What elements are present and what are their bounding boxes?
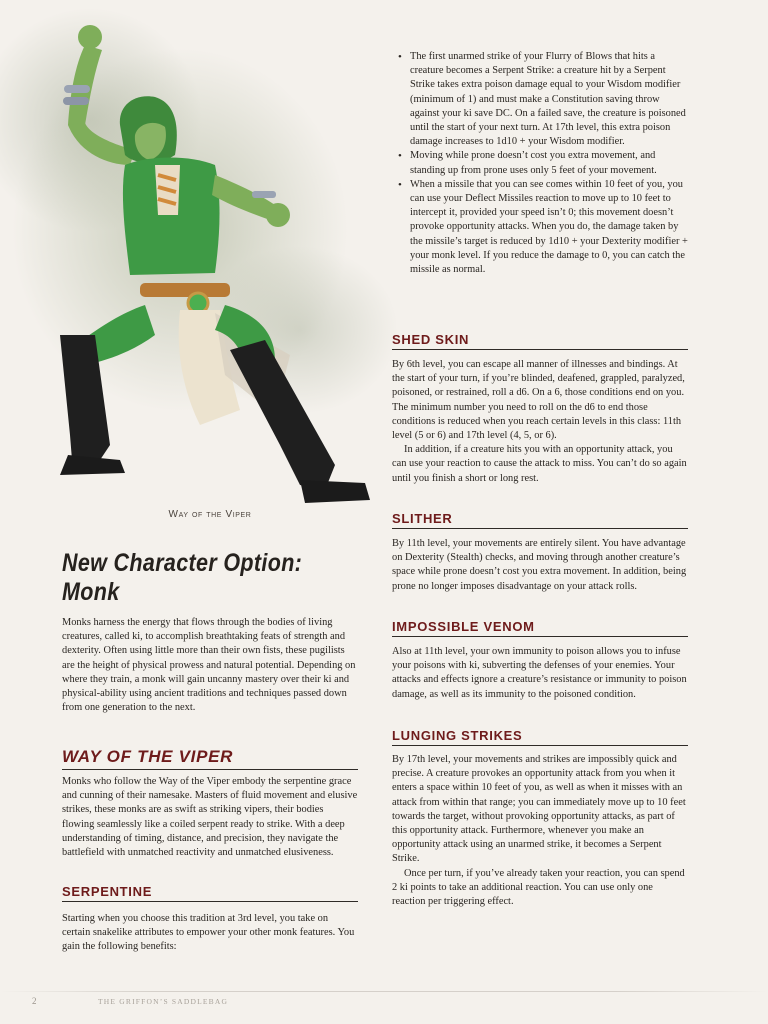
lunging-text-2: Once per turn, if you’ve already taken your reaction, you can spend 2 ki points to take an additional reaction. You can use only one reaction per triggering effect. [392,867,685,908]
heading-lunging-strikes: LUNGING STRIKES [392,728,688,746]
footer-publication-title: THE GRIFFON’S SADDLEBAG [98,997,229,1006]
benefit-item: • Moving while prone doesn’t cost you extra movement, and standing up from prone uses only 5 feet of your movement. [410,149,688,177]
benefit-item: • The first unarmed strike of your Flurry of Blows that hits a creature becomes a Serpent Strike: a creature hit by a Serpent Strike takes extra poison damage equal to your Wisdom modifier (minimum of 1) and must make a Constitution saving throw against your ki save DC. On a failed save, the creature is poisoned until the start of your next turn. At 17th level, this extra poison damage increases to 1d10 + your Wisdom modifier. [410,50,688,149]
shed-skin-section [392,358,688,486]
shed-skin-text: By 6th level, you can escape all manner of illnesses and bindings. At the start of your turn, if you’re blinded, deafened, grappled, paralyzed, poisoned, or restrained, roll a d6. On a 6, those conditions end on you. The minimum number you need to roll on the d6 to end those conditions is reduced when you reach certain levels in this class: 11th level (5 or 6) and 17th level (4, 5, or 6). [392,359,685,442]
footer-rule [0,991,768,992]
heading-shed-skin: SHED SKIN [392,332,688,350]
heading-serpentine: SERPENTINE [62,884,358,902]
intro-paragraph [62,616,358,715]
slither-section [392,537,688,594]
serpentine-benefits [392,50,688,277]
way-text: Monks who follow the Way of the Viper embody the serpentine grace and cunning of their namesake. Masters of fluid movement and elusive strikes, these monks are as swift as striking vipers, their bodies flowing seamlessly like a coiled serpent ready to strike. With a deep understanding of timing, distance, and precision, they navigate the battlefield with unmatched reactivity and unmatched elusiveness. [62,776,358,859]
intro-text: Monks harness the energy that flows through the bodies of living creatures, called ki, to accomplish breathtaking feats of strength and dexterity. Often using little more than their own fists, these pugilists are the height of physical prowess and natural potential. Depending on where they train, a monk will gain uncanny mastery over their ki and physical-ability using ancient traditions and techniques passed down from one generation to the next. [62,617,356,714]
benefit-item: • When a missile that you can see comes within 10 feet of you, you can use your Deflect Missiles reaction to move up to 10 feet to intercept it, provided your speed isn’t 0; this movement doesn’t provoke opportunity attacks. When you do, the damage taken by the missile’s target is reduced by 1d10 + your Dexterity modifier + your monk level. If you reduce the damage to 0, you can catch the missile as normal. [410,178,688,277]
viper-monk-illustration [30,15,375,510]
page-title: New Character Option: Monk [62,549,303,606]
serpentine-text: Starting when you choose this tradition at 3rd level, you take on certain snakelike attributes to empower your other monk features. You gain the following benefits: [62,913,355,953]
way-paragraph [62,775,358,860]
lunging-section [392,753,688,909]
heading-impossible-venom: IMPOSSIBLE VENOM [392,619,688,637]
benefit-list [392,50,688,277]
page-number: 2 [32,996,37,1006]
venom-text: Also at 11th level, your own immunity to poison allows you to infuse your poisons with ki, subverting the defenses of your enemies. Your attacks and effects ignore a creature’s resistance or immunity to poison damage, as well as its immunity to the poisoned condition. [392,646,687,700]
heading-slither: SLITHER [392,511,688,529]
shed-skin-text-2: In addition, if a creature hits you with an opportunity attack, you can use your reaction to cause the attack to miss. You can’t do so again until you finish a short or long rest. [392,444,687,484]
lunging-text: By 17th level, your movements and strikes are impossibly quick and precise. A creature provokes an opportunity attack from you when it enters a space within 10 feet of you, as well as when it misses with an attack from within that range; you can immediately move up to 10 feet towards the target, without provoking opportunity attacks, as part of this opportunity attack. Furthermore, whenever you make an opportunity attack using an unarmed strike, it becomes a Serpent Strike. [392,754,686,865]
slither-text: By 11th level, your movements are entirely silent. You have advantage on Dexterity (Stealth) checks, and moving through another creature’s space while prone doesn’t cost you extra movement. In addition, being prone no longer imposes disadvantage on your attack rolls. [392,538,687,592]
venom-section [392,645,688,702]
serpentine-paragraph [62,912,358,955]
heading-way-of-the-viper: WAY OF THE VIPER [62,747,358,770]
figure-caption: Way of the Viper [168,509,252,520]
